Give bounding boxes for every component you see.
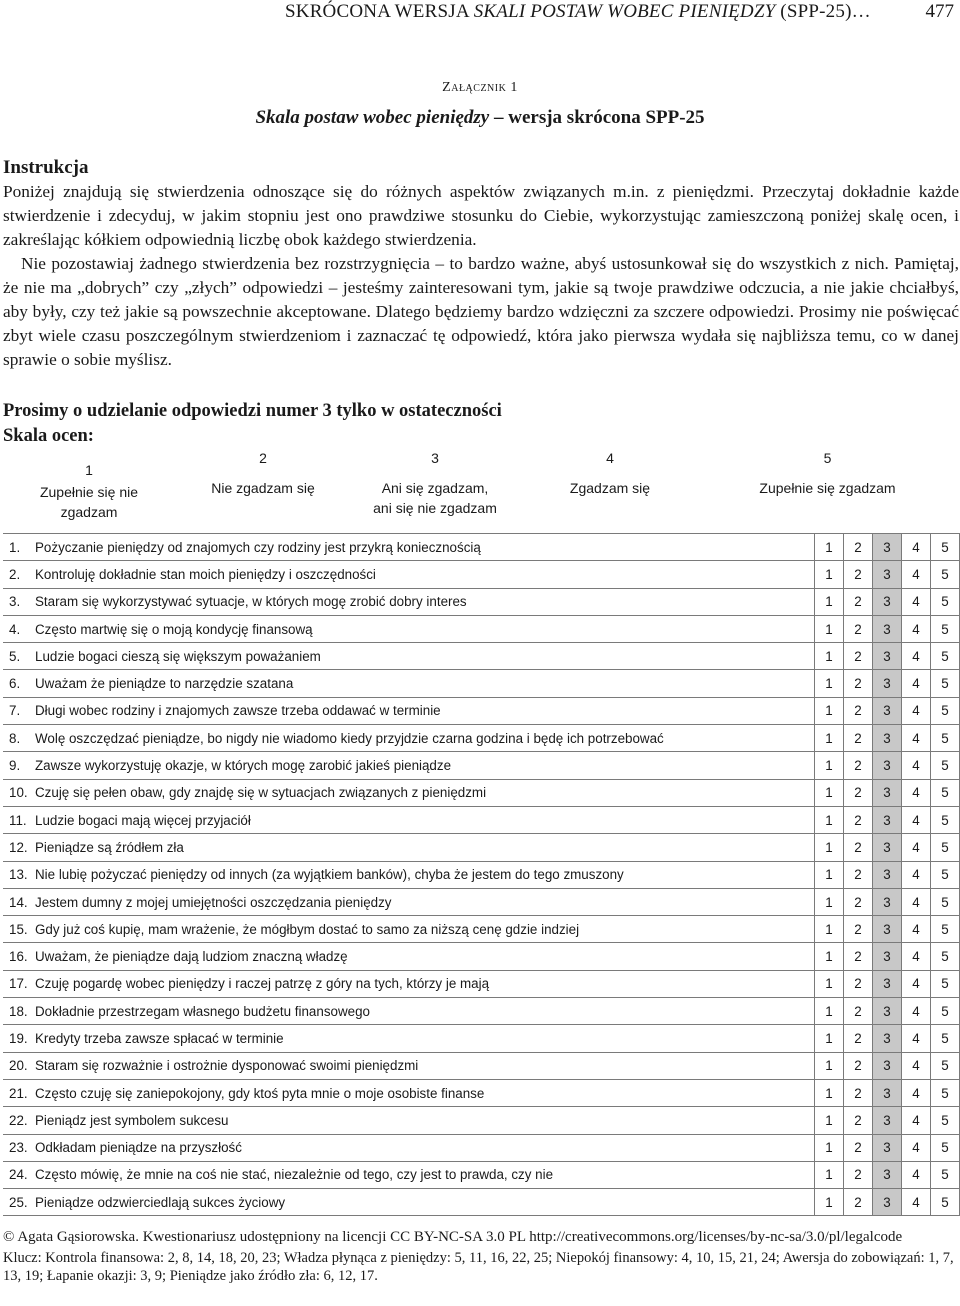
- statement-text: Staram się wykorzystywać sytuacje, w których mogę zrobić dobry interes: [35, 594, 467, 610]
- rating-option-2[interactable]: 2: [844, 1189, 873, 1216]
- statement-text: Pieniądze odzwierciedlają sukces życiowy: [35, 1194, 286, 1210]
- rating-option-1[interactable]: 1: [815, 998, 844, 1025]
- rating-option-2[interactable]: 2: [844, 1134, 873, 1161]
- scale-option-number: 2: [259, 450, 267, 466]
- scale-option-label: Nie zgadzam się: [211, 480, 315, 496]
- rating-option-4[interactable]: 4: [902, 643, 931, 670]
- rating-option-1[interactable]: 1: [815, 1052, 844, 1079]
- rating-option-2[interactable]: 2: [844, 1107, 873, 1134]
- scale-option-4: [535, 448, 685, 498]
- rating-scale-legend: [0, 448, 960, 528]
- statement-text: Nie lubię pożyczać pieniędzy od innych (za wyjątkiem banków), chyba że jestem do tego zmuszony: [35, 867, 624, 883]
- table-row: [3, 534, 960, 561]
- statement-cell: [3, 615, 815, 642]
- rating-option-2[interactable]: 2: [844, 834, 873, 861]
- rating-option-2[interactable]: 2: [844, 561, 873, 588]
- scale-option-label: Zupełnie się nie: [39, 484, 139, 500]
- rating-option-3[interactable]: 3: [873, 834, 902, 861]
- table-row: [3, 1107, 960, 1134]
- statement-text: Staram się rozważnie i ostrożnie dysponować swoimi pieniędzmi: [35, 1058, 419, 1074]
- rating-option-4[interactable]: 4: [902, 1161, 931, 1188]
- statement-text: Ludzie bogaci mają więcej przyjaciół: [35, 812, 251, 828]
- scoring-key: Klucz: Kontrola finansowa: 2, 8, 14, 18, 20, 23; Władza płynąca z pieniędzy: 5, 11, 16, 22, 25; Niepokój finansowy: 4, 10, 15, 21, 24; Awersja do zobowiązań: 1, 7, 13, 19; Łapanie okazji: 3, 9; Pieniądze jako źródło zła: 6, 12, 17.: [3, 1250, 954, 1284]
- statement-text: Ludzie bogaci cieszą się większym poważaniem: [35, 648, 321, 664]
- rating-option-4[interactable]: 4: [902, 998, 931, 1025]
- rating-option-2[interactable]: 2: [844, 806, 873, 833]
- rating-option-5[interactable]: 5: [931, 725, 960, 752]
- rating-option-2[interactable]: 2: [844, 1079, 873, 1106]
- appendix-title-italic: Skala postaw wobec pieniędzy: [255, 107, 490, 128]
- instructions-heading: Instrukcja: [3, 157, 89, 178]
- questionnaire-table: [3, 533, 960, 1216]
- rating-option-4[interactable]: 4: [902, 697, 931, 724]
- rating-option-1[interactable]: 1: [815, 534, 844, 561]
- statement-text: Odkładam pieniądze na przyszłość: [35, 1140, 242, 1156]
- statement-text: Uważam że pieniądze to narzędzie szatana: [35, 676, 294, 692]
- rating-option-4[interactable]: 4: [902, 834, 931, 861]
- rating-option-4[interactable]: 4: [902, 970, 931, 997]
- scale-option-number: 1: [85, 462, 93, 478]
- scale-option-label: Zgadzam się: [569, 480, 651, 496]
- statement-number: 17.: [9, 976, 28, 992]
- statement-number: 25.: [9, 1194, 28, 1210]
- rating-option-2[interactable]: 2: [844, 1025, 873, 1052]
- running-head: [0, 1, 960, 31]
- table-row: [3, 916, 960, 943]
- table-row: [3, 834, 960, 861]
- rating-option-4[interactable]: 4: [902, 1134, 931, 1161]
- statement-number: 21.: [9, 1085, 28, 1101]
- statement-text: Dokładnie przestrzegam własnego budżetu finansowego: [35, 1003, 370, 1019]
- statement-number: 18.: [9, 1003, 28, 1019]
- rating-option-3[interactable]: 3: [873, 943, 902, 970]
- rating-option-1[interactable]: 1: [815, 970, 844, 997]
- statement-number: 12.: [9, 839, 28, 855]
- scale-option-1: [14, 460, 164, 522]
- statement-text: Jestem dumny z mojej umiejętności oszczędzania pieniędzy: [35, 894, 392, 910]
- table-row: [3, 697, 960, 724]
- statement-text: Pieniądze są źródłem zła: [35, 839, 184, 855]
- rating-option-3[interactable]: 3: [873, 561, 902, 588]
- rating-option-2[interactable]: 2: [844, 779, 873, 806]
- running-head-title: [285, 1, 871, 23]
- scale-option-label: Zupełnie się zgadzam: [759, 480, 896, 496]
- statement-number: 3.: [9, 594, 21, 610]
- statement-number: 10.: [9, 785, 28, 801]
- rating-option-2[interactable]: 2: [844, 643, 873, 670]
- rating-option-4[interactable]: 4: [902, 725, 931, 752]
- rating-option-3[interactable]: 3: [873, 779, 902, 806]
- running-head-title-pre: SKRÓCONA WERSJA: [285, 1, 474, 22]
- rating-option-3[interactable]: 3: [873, 725, 902, 752]
- rating-option-1[interactable]: 1: [815, 643, 844, 670]
- statement-cell: [3, 970, 815, 997]
- statement-cell: [3, 643, 815, 670]
- scale-option-number: 5: [823, 450, 832, 466]
- rating-option-5[interactable]: 5: [931, 806, 960, 833]
- rating-option-1[interactable]: 1: [815, 1107, 844, 1134]
- statement-number: 11.: [9, 812, 27, 828]
- rating-option-3[interactable]: 3: [873, 1161, 902, 1188]
- rating-option-3[interactable]: 3: [873, 998, 902, 1025]
- rating-option-2[interactable]: 2: [844, 725, 873, 752]
- rating-option-4[interactable]: 4: [902, 1079, 931, 1106]
- statement-cell: [3, 1107, 815, 1134]
- scale-option-5: [740, 448, 915, 498]
- instructions-body: [3, 180, 959, 372]
- statement-number: 20.: [9, 1058, 28, 1074]
- statement-number: 14.: [9, 894, 28, 910]
- rating-option-4[interactable]: 4: [902, 588, 931, 615]
- scale-option-number: 4: [606, 450, 614, 466]
- rating-option-1[interactable]: 1: [815, 861, 844, 888]
- statement-number: 19.: [9, 1030, 28, 1046]
- statement-cell: [3, 916, 815, 943]
- rating-option-3[interactable]: 3: [873, 643, 902, 670]
- statement-cell: [3, 998, 815, 1025]
- statement-cell: [3, 697, 815, 724]
- rating-option-3[interactable]: 3: [873, 806, 902, 833]
- statement-text: Pieniądz jest symbolem sukcesu: [35, 1112, 229, 1128]
- rating-option-1[interactable]: 1: [815, 725, 844, 752]
- statement-cell: [3, 1079, 815, 1106]
- table-row: [3, 998, 960, 1025]
- rating-option-5[interactable]: 5: [931, 779, 960, 806]
- rating-option-3[interactable]: 3: [873, 888, 902, 915]
- rating-option-3[interactable]: 3: [873, 1025, 902, 1052]
- rating-option-2[interactable]: 2: [844, 998, 873, 1025]
- rating-option-4[interactable]: 4: [902, 1189, 931, 1216]
- statement-number: 1.: [9, 539, 21, 555]
- rating-option-1[interactable]: 1: [815, 752, 844, 779]
- rating-option-2[interactable]: 2: [844, 943, 873, 970]
- statement-number: 7.: [9, 703, 21, 719]
- rating-option-1[interactable]: 1: [815, 943, 844, 970]
- statement-text: Uważam, że pieniądze dają ludziom znaczną władzę: [35, 949, 348, 965]
- rating-option-2[interactable]: 2: [844, 1161, 873, 1188]
- rating-option-2[interactable]: 2: [844, 888, 873, 915]
- statement-text: Często martwię się o moją kondycję finansową: [35, 621, 313, 637]
- instructions-paragraph-1: Poniżej znajdują się stwierdzenia odnoszące się do różnych aspektów związanych m.in. z pieniędzmi. Przeczytaj dokładnie każde stwierdzenie i zdecyduj, w jakim stopniu jest ono prawdziwe stosunku do Ciebie, wykorzystując zamieszczoną poniżej skalę ocen, i zakreślając kółkiem odpowiednią liczbę obok każdego stwierdzenia.: [3, 182, 959, 249]
- scale-option-3: [355, 448, 515, 518]
- statement-cell: [3, 779, 815, 806]
- statement-cell: [3, 534, 815, 561]
- statement-cell: [3, 1189, 815, 1216]
- rating-option-5[interactable]: 5: [931, 1052, 960, 1079]
- rating-option-1[interactable]: 1: [815, 697, 844, 724]
- rating-option-2[interactable]: 2: [844, 970, 873, 997]
- rating-option-1[interactable]: 1: [815, 588, 844, 615]
- page-number: 477: [925, 1, 954, 22]
- table-row: [3, 1079, 960, 1106]
- table-row: [3, 643, 960, 670]
- statement-cell: [3, 588, 815, 615]
- statement-cell: [3, 1161, 815, 1188]
- rating-option-5[interactable]: 5: [931, 998, 960, 1025]
- rating-option-1[interactable]: 1: [815, 1025, 844, 1052]
- rating-option-4[interactable]: 4: [902, 943, 931, 970]
- statement-number: 15.: [9, 921, 28, 937]
- rating-option-1[interactable]: 1: [815, 1079, 844, 1106]
- appendix-label: Załącznik 1: [442, 80, 518, 95]
- rating-option-5[interactable]: 5: [931, 1107, 960, 1134]
- table-row: [3, 1052, 960, 1079]
- table-row: [3, 752, 960, 779]
- rating-option-4[interactable]: 4: [902, 779, 931, 806]
- statement-number: 4.: [9, 621, 21, 637]
- statement-text: Często mówię, że mnie na coś nie stać, niezależnie od tego, czy jest to prawda, czy nie: [35, 1167, 554, 1183]
- rating-option-1[interactable]: 1: [815, 806, 844, 833]
- statement-text: Gdy już coś kupię, mam wrażenie, że mógłbym dostać to samo za niższą cenę gdzie indziej: [35, 921, 580, 937]
- rating-option-5[interactable]: 5: [931, 970, 960, 997]
- rating-option-2[interactable]: 2: [844, 861, 873, 888]
- table-row: [3, 670, 960, 697]
- statement-text: Czuję pogardę wobec pieniędzy i raczej patrzę z góry na tych, którzy je mają: [35, 976, 490, 992]
- statement-cell: [3, 1052, 815, 1079]
- rating-option-5[interactable]: 5: [931, 834, 960, 861]
- rating-option-3[interactable]: 3: [873, 1079, 902, 1106]
- statement-number: 22.: [9, 1112, 28, 1128]
- statement-cell: [3, 943, 815, 970]
- statement-text: Zawsze wykorzystuję okazje, w których mogę zarobić jakieś pieniądze: [35, 758, 452, 774]
- statement-cell: [3, 888, 815, 915]
- scale-option-label: zgadzam: [60, 504, 118, 520]
- rating-option-2[interactable]: 2: [844, 697, 873, 724]
- statement-cell: [3, 1025, 815, 1052]
- rating-option-4[interactable]: 4: [902, 806, 931, 833]
- statement-text: Kontroluję dokładnie stan moich pieniędzy i oszczędności: [35, 566, 376, 582]
- rating-option-3[interactable]: 3: [873, 697, 902, 724]
- rating-option-1[interactable]: 1: [815, 615, 844, 642]
- statement-cell: [3, 670, 815, 697]
- statement-number: 6.: [9, 676, 21, 692]
- appendix-title-rest: – wersja skrócona SPP-25: [489, 107, 705, 128]
- rating-option-5[interactable]: 5: [931, 1079, 960, 1106]
- table-row: [3, 970, 960, 997]
- statement-number: 13.: [9, 867, 28, 883]
- rating-option-5[interactable]: 5: [931, 588, 960, 615]
- rating-option-3[interactable]: 3: [873, 615, 902, 642]
- statement-number: 2.: [9, 566, 21, 582]
- statement-text: Wolę oszczędzać pieniądze, bo nigdy nie wiadomo kiedy przyjdzie czarna godzina i będę ich potrzebować: [35, 730, 664, 746]
- table-row: [3, 1161, 960, 1188]
- rating-option-5[interactable]: 5: [931, 561, 960, 588]
- table-row: [3, 1134, 960, 1161]
- running-head-title-post: (SPP-25)…: [775, 1, 871, 22]
- statement-cell: [3, 834, 815, 861]
- rating-option-4[interactable]: 4: [902, 752, 931, 779]
- license-note: © Agata Gąsiorowska. Kwestionariusz udostępniony na licencji CC BY-NC-SA 3.0 PL http://creativecommons.org/licenses/by-nc-sa/3.0/pl/legalcode: [3, 1229, 903, 1245]
- statement-text: Długi wobec rodziny i znajomych zawsze trzeba oddawać w terminie: [35, 703, 441, 719]
- statement-cell: [3, 725, 815, 752]
- rating-option-1[interactable]: 1: [815, 1134, 844, 1161]
- rating-option-5[interactable]: 5: [931, 943, 960, 970]
- rating-option-1[interactable]: 1: [815, 834, 844, 861]
- table-row: [3, 725, 960, 752]
- rating-option-2[interactable]: 2: [844, 615, 873, 642]
- statement-number: 16.: [9, 949, 28, 965]
- rating-option-4[interactable]: 4: [902, 1025, 931, 1052]
- scale-option-label: ani się nie zgadzam: [373, 500, 497, 516]
- table-row: [3, 561, 960, 588]
- rating-option-1[interactable]: 1: [815, 670, 844, 697]
- rating-option-1[interactable]: 1: [815, 1161, 844, 1188]
- scale-option-number: 3: [431, 450, 439, 466]
- table-row: [3, 861, 960, 888]
- rating-option-5[interactable]: 5: [931, 670, 960, 697]
- scale-option-2: [188, 448, 338, 498]
- rating-option-5[interactable]: 5: [931, 1189, 960, 1216]
- rating-option-3[interactable]: 3: [873, 861, 902, 888]
- rating-option-3[interactable]: 3: [873, 916, 902, 943]
- rating-option-4[interactable]: 4: [902, 1107, 931, 1134]
- instructions-paragraph-2: Nie pozostawiaj żadnego stwierdzenia bez rozstrzygnięcia – to bardzo ważne, abyś ustosunkował się do wszystkich z nich. Pamiętaj, że nie ma „dobrych” czy „złych” odpowiedzi – jesteśmy zainteresowani tym, jakie są twoje prawdziwe odczucia, a nie jakie chciałbyś, aby były, czy też jakie są powszechnie akceptowane. Dlatego będziemy bardzo wdzięczni za szczere odpowiedzi. Prosimy nie poświęcać zbyt wiele czasu poszczególnym stwierdzeniom i zaznaczać tę odpowiedź, która jako pierwsza wydała się najbliższa temu, co w danej sprawie o sobie myślisz.: [3, 254, 959, 369]
- statement-text: Kredyty trzeba zawsze spłacać w terminie: [35, 1030, 284, 1046]
- statement-text: Często czuję się zaniepokojony, gdy ktoś pyta mnie o moje osobiste finanse: [35, 1085, 485, 1101]
- rating-option-2[interactable]: 2: [844, 588, 873, 615]
- rating-option-5[interactable]: 5: [931, 752, 960, 779]
- rating-option-3[interactable]: 3: [873, 588, 902, 615]
- statement-text: Pożyczanie pieniędzy od znajomych czy rodziny jest przykrą koniecznością: [35, 539, 481, 555]
- rating-option-1[interactable]: 1: [815, 916, 844, 943]
- rating-option-4[interactable]: 4: [902, 888, 931, 915]
- rating-option-2[interactable]: 2: [844, 752, 873, 779]
- statement-number: 23.: [9, 1140, 28, 1156]
- statement-cell: [3, 752, 815, 779]
- rating-option-5[interactable]: 5: [931, 916, 960, 943]
- rating-option-1[interactable]: 1: [815, 888, 844, 915]
- statement-cell: [3, 806, 815, 833]
- table-row: [3, 1189, 960, 1216]
- statement-number: 9.: [9, 758, 21, 774]
- rating-option-3[interactable]: 3: [873, 752, 902, 779]
- footer: [3, 1227, 958, 1285]
- running-head-title-italic: SKALI POSTAW WOBEC PIENIĘDZY: [473, 1, 776, 22]
- rating-option-4[interactable]: 4: [902, 670, 931, 697]
- statement-cell: [3, 1134, 815, 1161]
- table-row: [3, 806, 960, 833]
- scale-heading: Skala ocen:: [3, 426, 94, 446]
- rating-option-4[interactable]: 4: [902, 561, 931, 588]
- rating-option-1[interactable]: 1: [815, 561, 844, 588]
- rating-option-5[interactable]: 5: [931, 888, 960, 915]
- rating-option-5[interactable]: 5: [931, 1161, 960, 1188]
- rating-option-2[interactable]: 2: [844, 534, 873, 561]
- rating-option-4[interactable]: 4: [902, 861, 931, 888]
- statement-number: 8.: [9, 730, 21, 746]
- rating-option-1[interactable]: 1: [815, 779, 844, 806]
- rating-option-5[interactable]: 5: [931, 697, 960, 724]
- rating-option-3[interactable]: 3: [873, 970, 902, 997]
- rating-option-5[interactable]: 5: [931, 615, 960, 642]
- statement-cell: [3, 561, 815, 588]
- scale-option-label: Ani się zgadzam,: [381, 480, 489, 496]
- statement-cell: [3, 861, 815, 888]
- rating-option-4[interactable]: 4: [902, 615, 931, 642]
- table-row: [3, 1025, 960, 1052]
- rating-option-4[interactable]: 4: [902, 534, 931, 561]
- table-row: [3, 615, 960, 642]
- rating-option-4[interactable]: 4: [902, 1052, 931, 1079]
- table-row: [3, 943, 960, 970]
- table-row: [3, 779, 960, 806]
- rating-option-3[interactable]: 3: [873, 670, 902, 697]
- rating-option-3[interactable]: 3: [873, 534, 902, 561]
- table-row: [3, 588, 960, 615]
- rating-option-5[interactable]: 5: [931, 1025, 960, 1052]
- rating-option-5[interactable]: 5: [931, 534, 960, 561]
- rating-option-3[interactable]: 3: [873, 1134, 902, 1161]
- rating-option-2[interactable]: 2: [844, 1052, 873, 1079]
- rating-option-3[interactable]: 3: [873, 1107, 902, 1134]
- appendix-title: [0, 107, 960, 129]
- statement-number: 24.: [9, 1167, 28, 1183]
- rating-option-5[interactable]: 5: [931, 1134, 960, 1161]
- rating-option-5[interactable]: 5: [931, 861, 960, 888]
- rating-option-2[interactable]: 2: [844, 916, 873, 943]
- answer-notice: Prosimy o udzielanie odpowiedzi numer 3 tylko w ostateczności: [3, 401, 502, 421]
- table-row: [3, 888, 960, 915]
- rating-option-5[interactable]: 5: [931, 643, 960, 670]
- rating-option-3[interactable]: 3: [873, 1052, 902, 1079]
- rating-option-3[interactable]: 3: [873, 1189, 902, 1216]
- rating-option-1[interactable]: 1: [815, 1189, 844, 1216]
- statement-number: 5.: [9, 648, 21, 664]
- rating-option-4[interactable]: 4: [902, 916, 931, 943]
- statement-text: Czuję się pełen obaw, gdy znajdę się w sytuacjach związanych z pieniędzmi: [35, 785, 487, 801]
- rating-option-2[interactable]: 2: [844, 670, 873, 697]
